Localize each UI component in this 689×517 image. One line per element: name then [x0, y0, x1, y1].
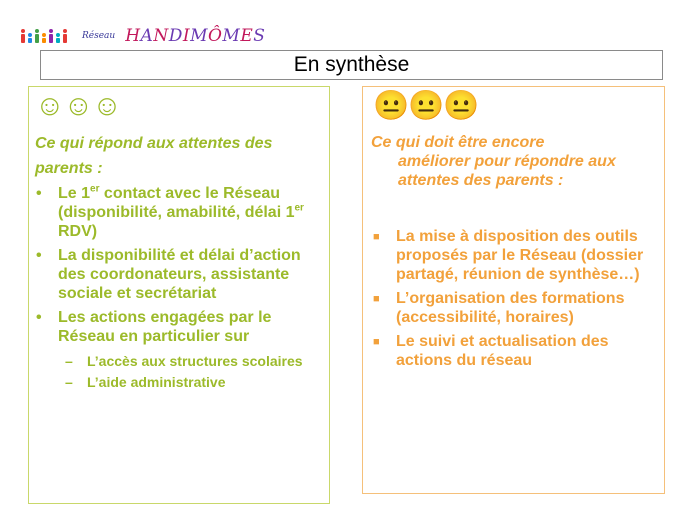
happy-smiley-icons: ☺☺☺	[35, 90, 121, 122]
square-bullet-icon: ■	[373, 293, 380, 305]
family-figures-icon	[20, 29, 68, 43]
figure-icon	[48, 29, 54, 43]
dash-icon: –	[65, 374, 73, 390]
bullet-icon: •	[36, 185, 42, 202]
figure-icon	[55, 33, 61, 43]
figure-icon	[34, 29, 40, 43]
page-title: En synthèse	[40, 50, 663, 80]
list-item: ■ La mise à disposition des outils proposés par le Réseau (dossier partagé, réunion de synthèse…)	[373, 228, 644, 283]
positive-heading: Ce qui répond aux attentes des parents :	[35, 135, 273, 177]
figure-icon	[41, 33, 47, 43]
list-item: ■ Le suivi et actualisation des actions du réseau	[373, 333, 609, 369]
bullet-icon: •	[36, 247, 42, 264]
positive-column	[28, 86, 330, 504]
sub-list-item: – L’accès aux structures scolaires	[65, 353, 303, 369]
square-bullet-icon: ■	[373, 231, 380, 243]
reseau-label: Réseau	[82, 31, 116, 41]
figure-icon	[20, 29, 26, 43]
dash-icon: –	[65, 353, 73, 369]
square-bullet-icon: ■	[373, 336, 380, 348]
figure-icon	[27, 33, 33, 43]
brand-name: HANDIMÔMES	[125, 26, 266, 46]
list-item: • La disponibilité et délai d’action des coordonateurs, assistante sociale et secrétariat	[36, 247, 301, 302]
neutral-smiley-icons: 😐😐😐	[373, 90, 479, 122]
bullet-icon: •	[36, 309, 42, 326]
list-item: • Les actions engagées par le Réseau en particulier sur – L’accès aux structures scolaires – L’aide administrative	[29, 308, 329, 391]
improvement-heading: Ce qui doit être encore améliorer pour répondre aux attentes des parents :	[371, 134, 616, 189]
sub-list-item: – L’aide administrative	[65, 374, 226, 390]
sub-list	[58, 352, 325, 391]
header-logo	[20, 22, 265, 50]
list-item: ■ L’organisation des formations (accessibilité, horaires)	[373, 290, 625, 326]
positive-list	[29, 184, 329, 396]
improvement-column	[362, 86, 665, 494]
improvement-list	[363, 227, 663, 375]
figure-icon	[62, 29, 68, 43]
list-item: • Le 1er contact avec le Réseau (disponibilité, amabilité, délai 1er RDV)	[36, 183, 304, 240]
